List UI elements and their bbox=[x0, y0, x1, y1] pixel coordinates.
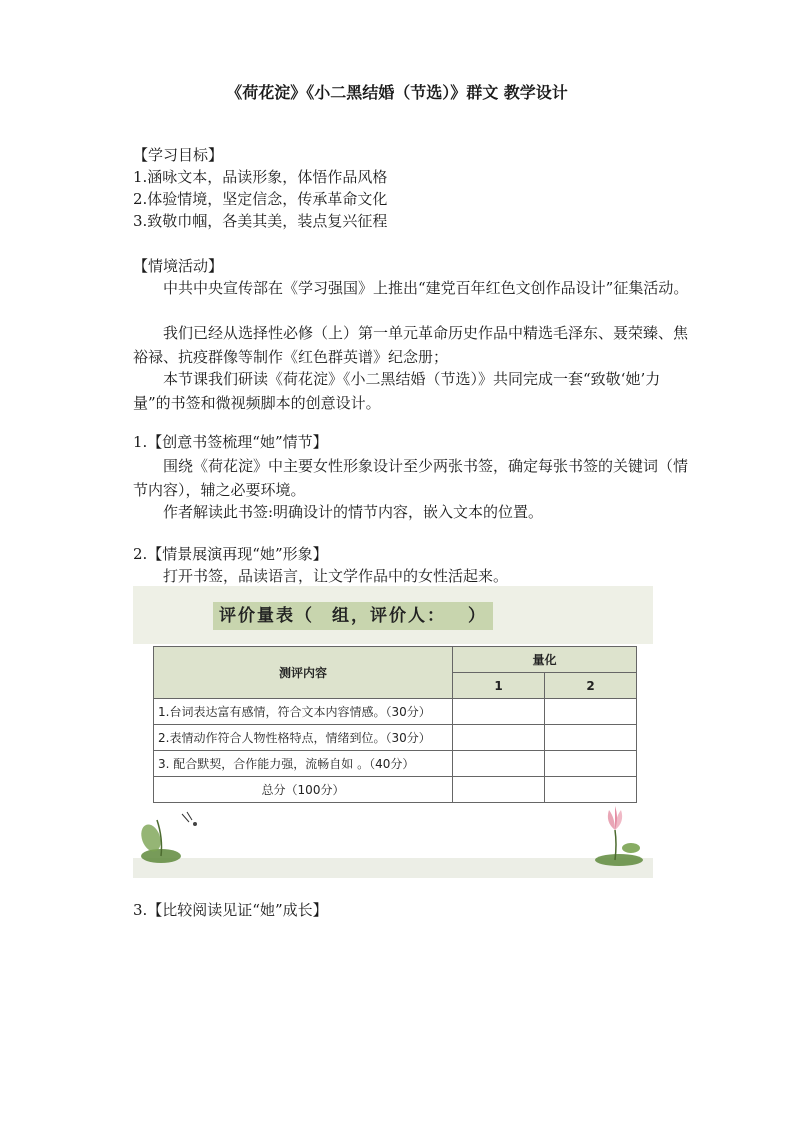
lotus-leaf-decoration-icon bbox=[137, 808, 207, 868]
activity-paragraph-1: 中共中央宣传部在《学习强国》上推出“建党百年红色文创作品设计”征集活动。 bbox=[163, 279, 689, 297]
activity-paragraph-2: 我们已经从选择性必修（上）第一单元革命历史作品中精选毛泽东、聂荣臻、焦裕禄、抗疫群像等制作《红色群英谱》纪念册； bbox=[133, 324, 689, 366]
table-row bbox=[154, 751, 637, 777]
goal-item-2: 2.体验情境，坚定信念，传承革命文化 bbox=[133, 190, 388, 208]
goal-item-3: 3.致敬巾帼，各美其美，装点复兴征程 bbox=[133, 212, 388, 230]
document-title: 《荷花淀》《小二黑结婚（节选）》群文 教学设计 bbox=[226, 83, 568, 102]
table-row bbox=[154, 699, 637, 725]
goals-heading: 【学习目标】 bbox=[133, 146, 224, 164]
section3-heading: 3.【比较阅读见证“她”成长】 bbox=[133, 901, 328, 919]
evaluation-title-part-3: ） bbox=[468, 606, 487, 626]
header-col-2: 2 bbox=[545, 673, 637, 699]
evaluation-title-part-1: 评价量表（ bbox=[219, 606, 314, 626]
activity-paragraph-3: 本节课我们研读《荷花淀》《小二黑结婚（节选）》共同完成一套“致敬‘她’力量”的书签和微视频脚本的创意设计。 bbox=[133, 370, 661, 412]
panel-footer-band bbox=[133, 858, 653, 878]
evaluation-table bbox=[153, 646, 637, 803]
score-cell[interactable] bbox=[453, 699, 545, 725]
table-header-row bbox=[154, 647, 637, 673]
goal-item-1: 1.涵咏文本，品读形象，体悟作品风格 bbox=[133, 168, 388, 186]
score-cell[interactable] bbox=[453, 777, 545, 803]
total-label: 总分（100分） bbox=[154, 777, 453, 803]
evaluation-title-part-2: 组，评价人： bbox=[332, 606, 446, 626]
evaluation-panel bbox=[133, 586, 653, 878]
section2-paragraph-1: 打开书签，品读语言，让文学作品中的女性活起来。 bbox=[163, 567, 509, 585]
score-cell[interactable] bbox=[545, 751, 637, 777]
section1-paragraph-2: 作者解读此书签:明确设计的情节内容，嵌入文本的位置。 bbox=[163, 503, 544, 521]
score-cell[interactable] bbox=[545, 725, 637, 751]
lotus-flower-decoration-icon bbox=[585, 804, 649, 868]
table-row bbox=[154, 725, 637, 751]
score-cell[interactable] bbox=[453, 751, 545, 777]
criterion-1: 1.台词表达富有感情，符合文本内容情感。（30分） bbox=[154, 699, 453, 725]
header-col-1: 1 bbox=[453, 673, 545, 699]
criterion-2: 2.表情动作符合人物性格特点，情绪到位。（30分） bbox=[154, 725, 453, 751]
section1-heading: 1.【创意书签梳理“她”情节】 bbox=[133, 433, 328, 451]
evaluation-title bbox=[213, 602, 493, 630]
header-content: 测评内容 bbox=[154, 647, 453, 699]
activity-heading: 【情境活动】 bbox=[133, 257, 224, 275]
score-cell[interactable] bbox=[453, 725, 545, 751]
header-score: 量化 bbox=[453, 647, 637, 673]
criterion-3: 3. 配合默契，合作能力强，流畅自如 。（40分） bbox=[154, 751, 453, 777]
score-cell[interactable] bbox=[545, 699, 637, 725]
section1-paragraph-1: 围绕《荷花淀》中主要女性形象设计至少两张书签，确定每张书签的关键词（情节内容），辅之必要环境。 bbox=[133, 457, 689, 499]
score-cell[interactable] bbox=[545, 777, 637, 803]
section2-heading: 2.【情景展演再现“她”形象】 bbox=[133, 545, 328, 563]
table-row-total bbox=[154, 777, 637, 803]
